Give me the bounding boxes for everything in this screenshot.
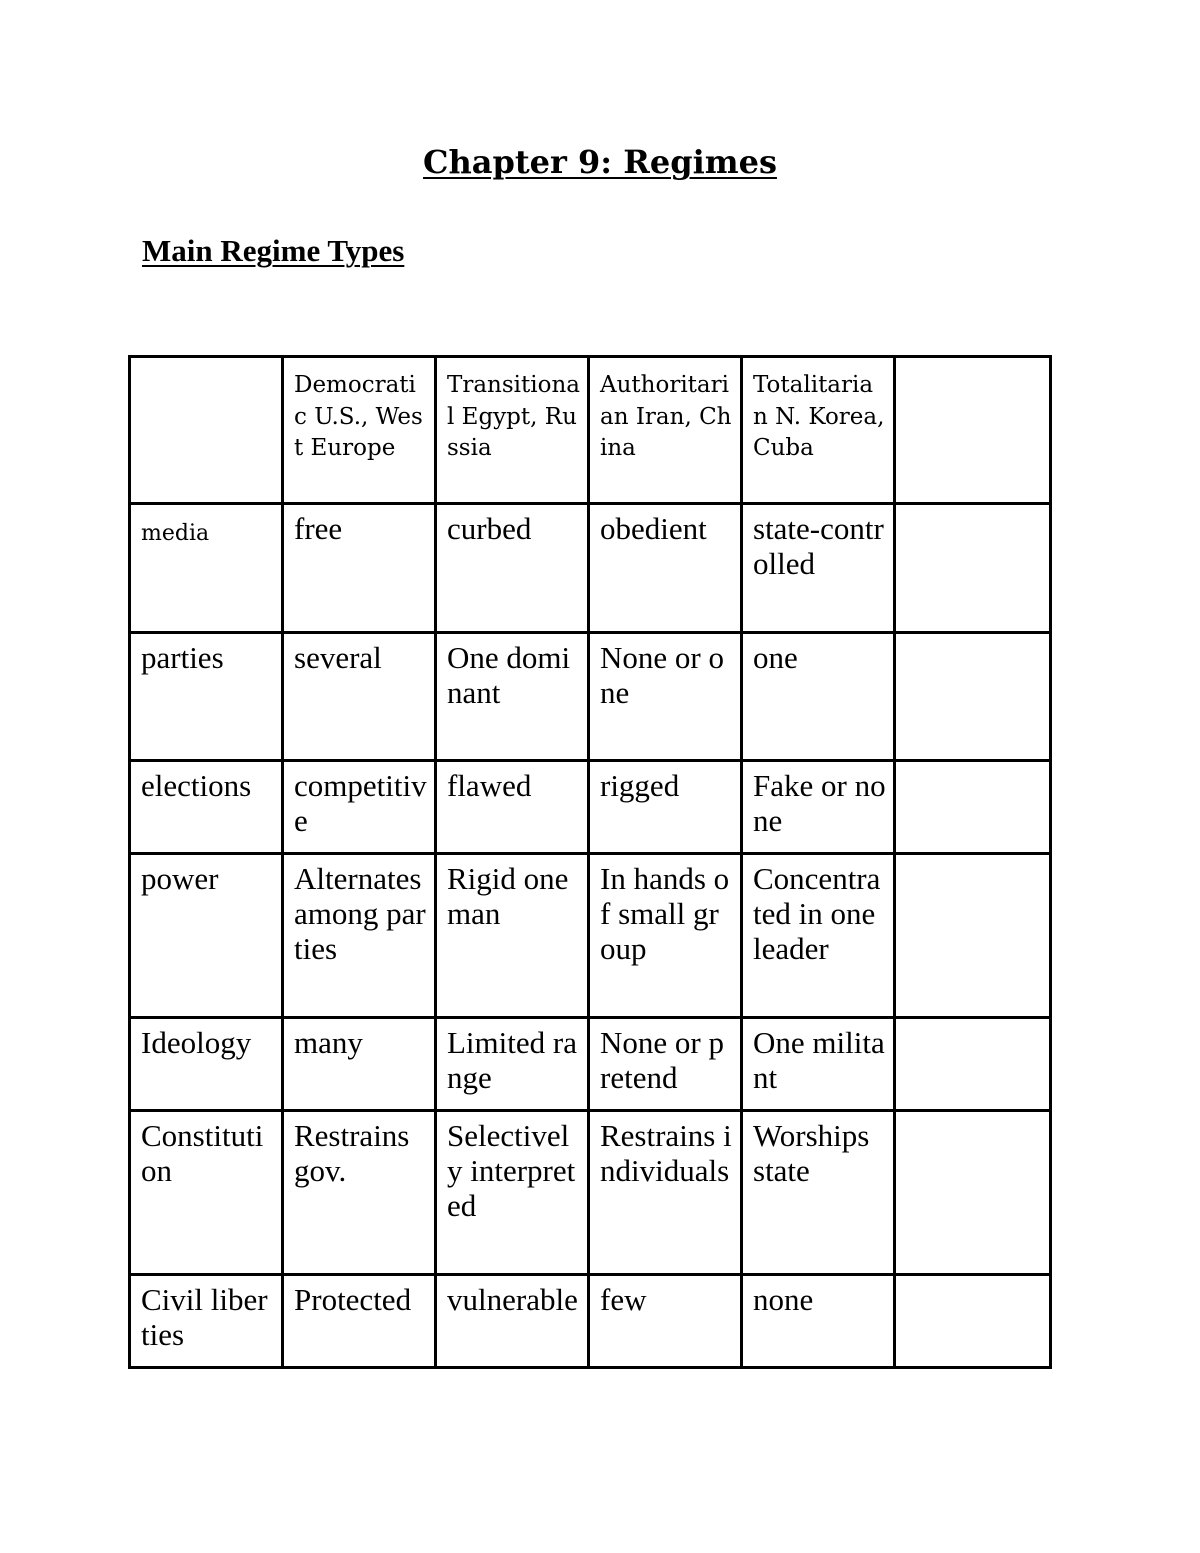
table-row-constitution: [130, 1111, 1051, 1275]
table-cell: Rigid one man: [436, 854, 589, 1018]
row-label: elections: [130, 761, 283, 854]
table-cell: vulnerable: [436, 1275, 589, 1368]
header-cell-democratic: Democratic U.S., West Europe: [283, 357, 436, 504]
table-row-parties: [130, 633, 1051, 761]
table-cell: None or one: [589, 633, 742, 761]
table-cell: None or pretend: [589, 1018, 742, 1111]
row-label: Constitution: [130, 1111, 283, 1275]
table-cell: One militant: [742, 1018, 895, 1111]
table-row-power: [130, 854, 1051, 1018]
table-cell: Worships state: [742, 1111, 895, 1275]
table-cell: several: [283, 633, 436, 761]
table-cell: Selectively interpreted: [436, 1111, 589, 1275]
table-header-row: [130, 357, 1051, 504]
table-cell: Protected: [283, 1275, 436, 1368]
header-cell-transitional: Transitional Egypt, Russia: [436, 357, 589, 504]
table-cell: one: [742, 633, 895, 761]
table-row-civil-liberties: [130, 1275, 1051, 1368]
table-cell: many: [283, 1018, 436, 1111]
table-cell: [895, 761, 1051, 854]
header-cell-totalitarian: Totalitarian N. Korea, Cuba: [742, 357, 895, 504]
table-cell: obedient: [589, 504, 742, 633]
regime-types-table: [128, 355, 1052, 1369]
table-cell: flawed: [436, 761, 589, 854]
table-cell: Restrains individuals: [589, 1111, 742, 1275]
table-cell: One dominant: [436, 633, 589, 761]
table-cell: rigged: [589, 761, 742, 854]
header-cell-authoritarian: Authoritarian Iran, China: [589, 357, 742, 504]
table-row-media: [130, 504, 1051, 633]
table-cell: [895, 633, 1051, 761]
table-cell: state-controlled: [742, 504, 895, 633]
table-row-elections: [130, 761, 1051, 854]
page-title: Chapter 9: Regimes: [423, 143, 777, 181]
table-cell: Restrains gov.: [283, 1111, 436, 1275]
table-cell: competitive: [283, 761, 436, 854]
section-heading: Main Regime Types: [142, 233, 405, 268]
header-cell-blank: [130, 357, 283, 504]
table-cell: curbed: [436, 504, 589, 633]
row-label: media: [130, 504, 283, 633]
row-label: power: [130, 854, 283, 1018]
table-cell: [895, 1275, 1051, 1368]
table-cell: In hands of small group: [589, 854, 742, 1018]
table-cell: free: [283, 504, 436, 633]
table-cell: Concentrated in one leader: [742, 854, 895, 1018]
table-cell: [895, 1111, 1051, 1275]
table-cell: [895, 1018, 1051, 1111]
table-cell: Fake or none: [742, 761, 895, 854]
table-cell: none: [742, 1275, 895, 1368]
header-cell-empty: [895, 357, 1051, 504]
table-cell: [895, 854, 1051, 1018]
table-cell: few: [589, 1275, 742, 1368]
table-row-ideology: [130, 1018, 1051, 1111]
table-cell: Alternates among parties: [283, 854, 436, 1018]
table-cell: Limited range: [436, 1018, 589, 1111]
row-label: Ideology: [130, 1018, 283, 1111]
table-cell: [895, 504, 1051, 633]
row-label: parties: [130, 633, 283, 761]
row-label: Civil liberties: [130, 1275, 283, 1368]
